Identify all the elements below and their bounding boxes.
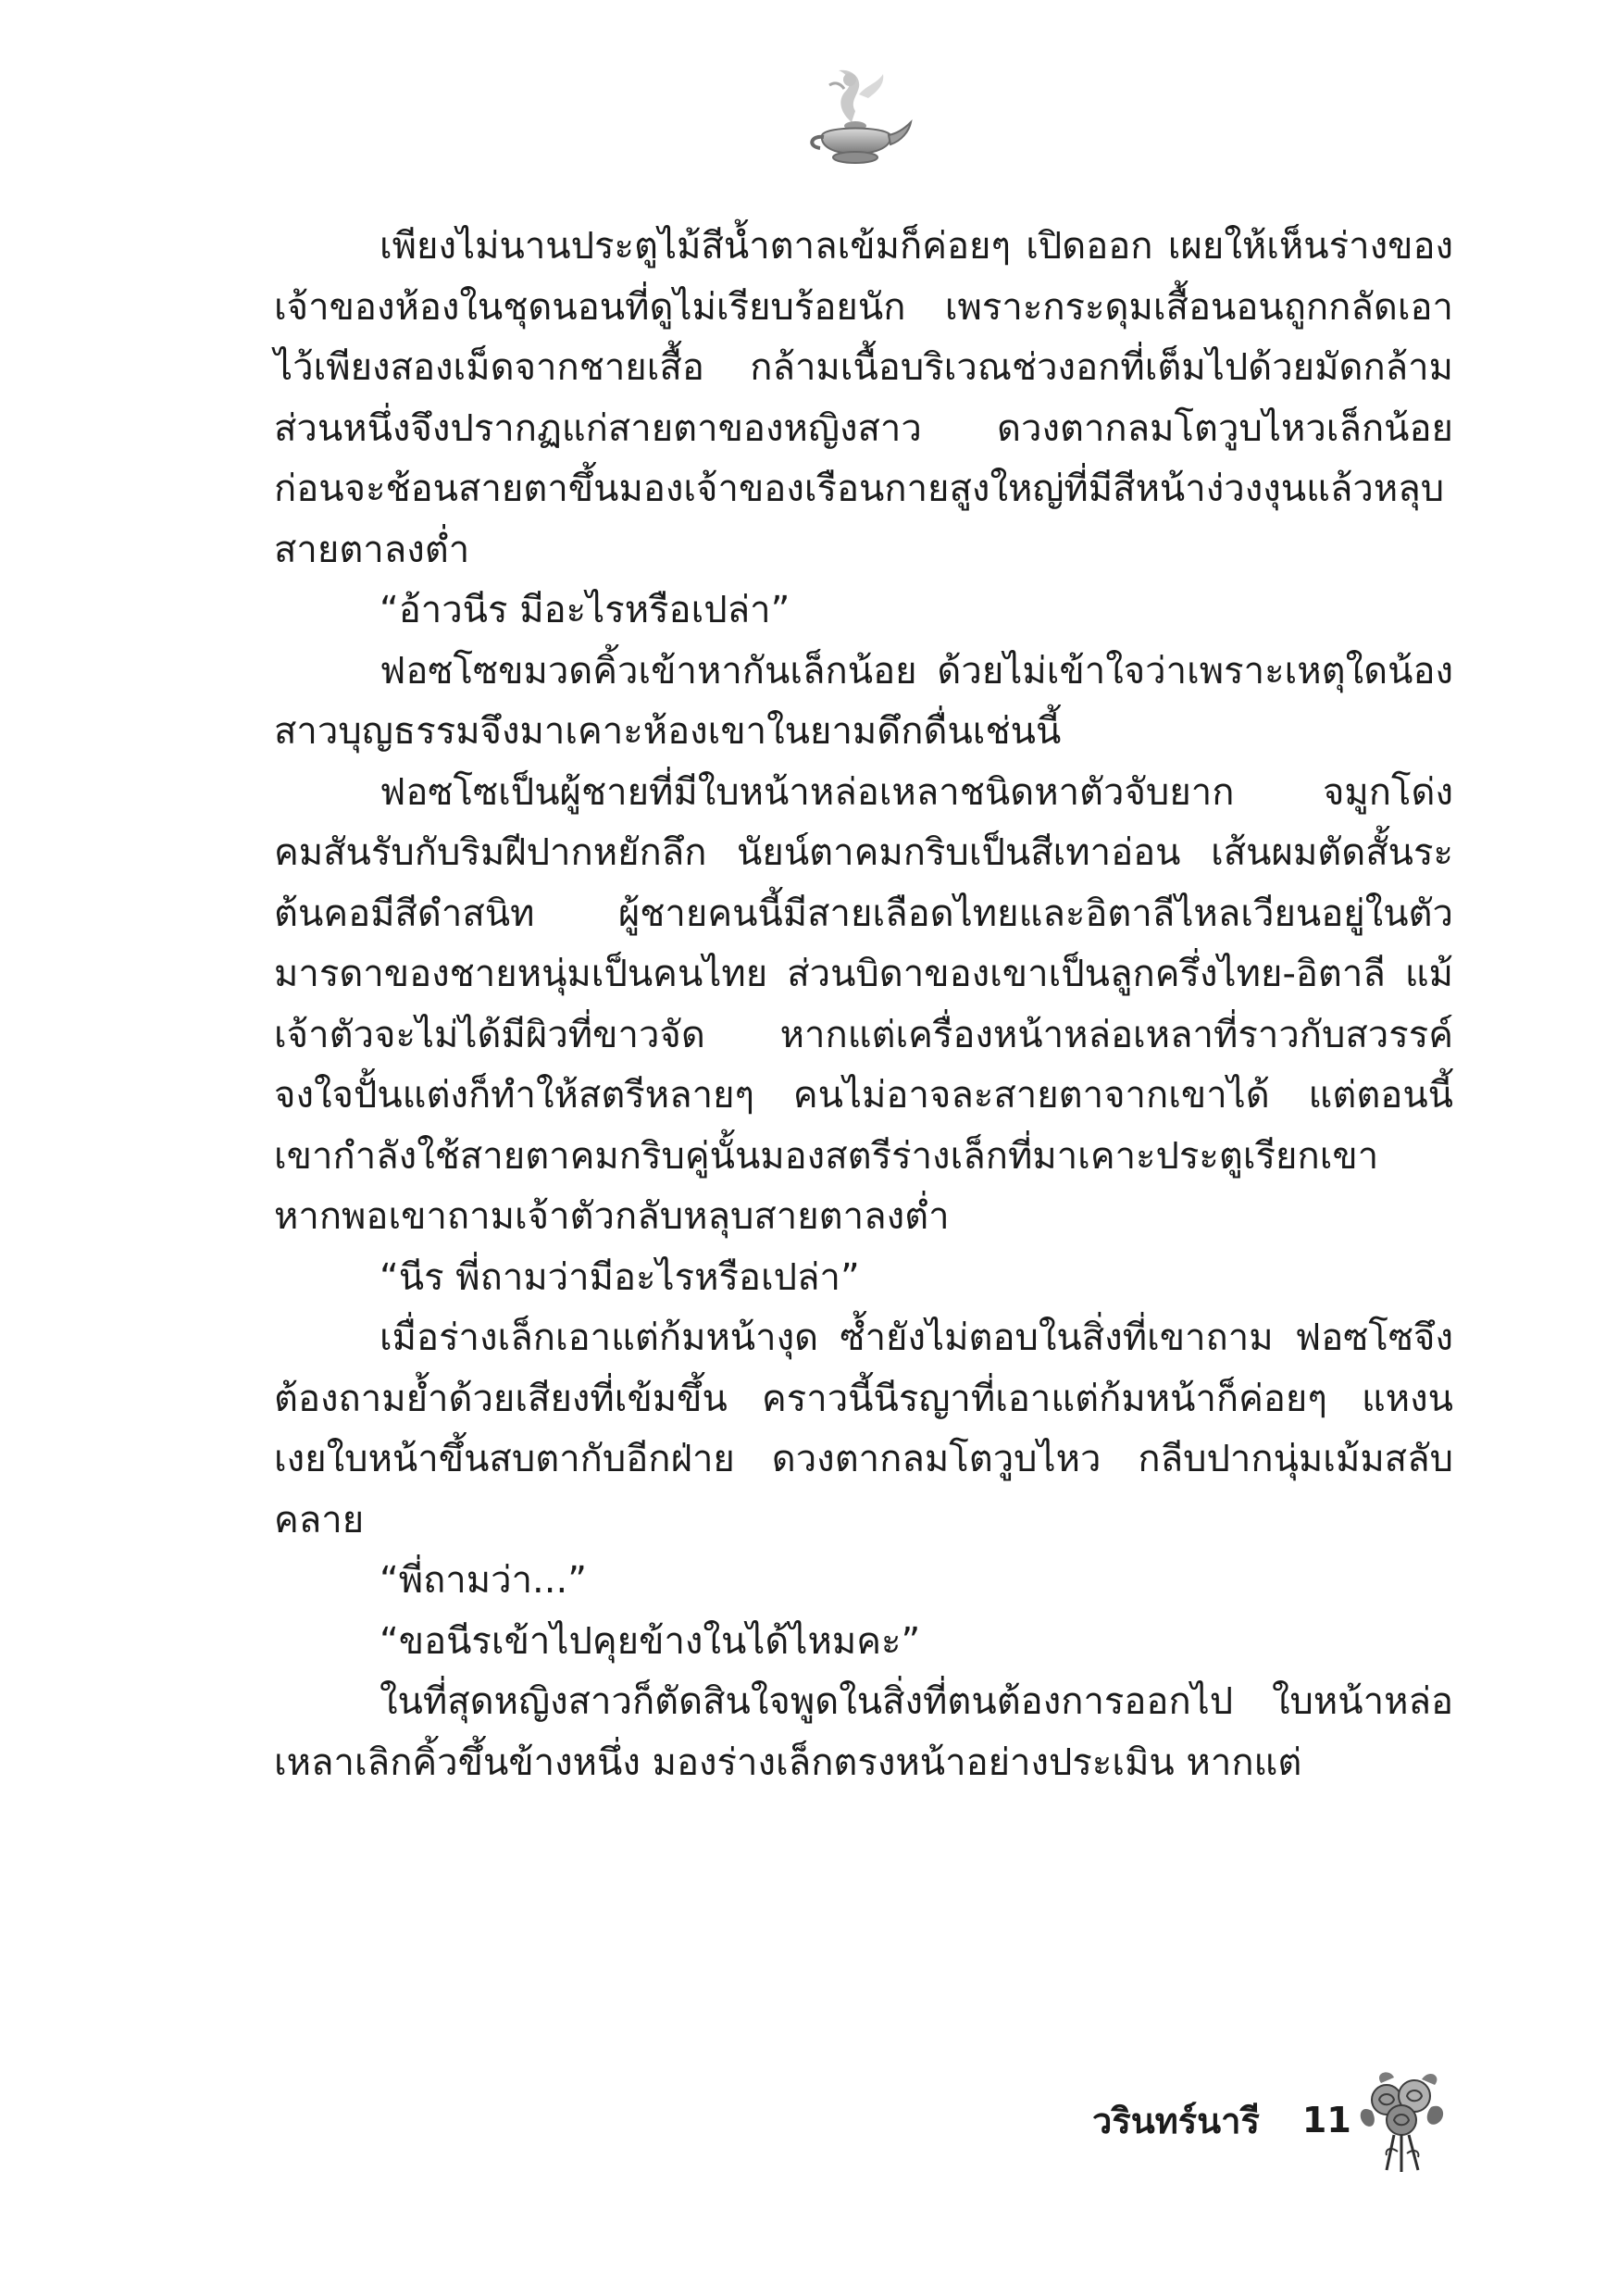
paragraph: “ขอนีรเข้าไปคุยข้างในได้ไหมคะ” [380,1619,921,1663]
paragraph: เมื่อร่างเล็กเอาแต่ก้มหน้างุด ซ้ำยังไม่ตอบในสิ่งที่เขาถาม ฟอซโซจึงต้องถามย้ำด้วยเสียงที่เข้มขึ้น คราวนี้นีรญาที่เอาแต่ก้มหน้าก็ค่อยๆ แหงนเงยใบหน้าขึ้นสบตากับอีกฝ่าย ดวงตากลมโตวูบไหว กลีบปากนุ่มเม้มสลับคลาย [274,1316,1453,1541]
page-number: 11 [1301,2100,1351,2140]
paragraph: “อ้าวนีร มีอะไรหรือเปล่า” [380,589,790,631]
paragraph: “นีร พี่ถามว่ามีอะไรหรือเปล่า” [380,1255,860,1299]
page-footer [1092,2083,1351,2157]
genie-lamp-icon [794,57,915,168]
paragraph: ฟอซโซเป็นผู้ชายที่มีใบหน้าหล่อเหลาชนิดหาตัวจับยาก จมูกโด่งคมสันรับกับริมฝีปากหยักลึก นัยน์ตาคมกริบเป็นสีเทาอ่อน เส้นผมตัดสั้นระต้นคอมีสีดำสนิท ผู้ชายคนนี้มีสายเลือดไทยและอิตาลีไหลเวียนอยู่ในตัว มารดาของชายหนุ่มเป็นคนไทย ส่วนบิดาของเขาเป็นลูกครึ่งไทย-อิตาลี แม้เจ้าตัวจะไม่ได้มีผิวที่ขาวจัด หากแต่เครื่องหน้าหล่อเหลาที่ราวกับสวรรค์จงใจปั้นแต่งก็ทำให้สตรีหลายๆ คนไม่อาจละสายตาจากเขาได้ แต่ตอนนี้เขากำลังใช้สายตาคมกริบคู่นั้นมองสตรีร่างเล็กที่มาเคาะประตูเรียกเขา หากพอเขาถามเจ้าตัวกลับหลุบสายตาลงต่ำ [274,770,1453,1238]
paragraph: ในที่สุดหญิงสาวก็ตัดสินใจพูดในสิ่งที่ตนต้องการออกไป ใบหน้าหล่อเหลาเลิกคิ้วขึ้นข้างหนึ่ง มองร่างเล็กตรงหน้าอย่างประเมิน หากแต่ [274,1680,1453,1784]
rose-bouquet-icon [1353,2065,1450,2174]
paragraph: ฟอซโซขมวดคิ้วเข้าหากันเล็กน้อย ด้วยไม่เข้าใจว่าเพราะเหตุใดน้องสาวบุญธรรมจึงมาเคาะห้องเขาในยามดึกดื่นเช่นนี้ [274,649,1453,753]
book-title: วรินทร์นารี [1092,2100,1260,2141]
paragraph: เพียงไม่นานประตูไม้สีน้ำตาลเข้มก็ค่อยๆ เปิดออก เผยให้เห็นร่างของเจ้าของห้องในชุดนอนที่ดูไม่เรียบร้อยนัก เพราะกระดุมเสื้อนอนถูกกลัดเอาไว้เพียงสองเม็ดจากชายเสื้อ กล้ามเนื้อบริเวณช่วงอกที่เต็มไปด้วยมัดกล้ามส่วนหนึ่งจึงปรากฏแก่สายตาของหญิงสาว ดวงตากลมโตวูบไหวเล็กน้อย ก่อนจะช้อนสายตาขึ้นมองเจ้าของเรือนกายสูงใหญ่ที่มีสีหน้าง่วงงุนแล้วหลุบสายตาลงต่ำ [274,225,1453,571]
story-text [274,217,1453,1793]
paragraph: “พี่ถามว่า...” [380,1559,587,1602]
